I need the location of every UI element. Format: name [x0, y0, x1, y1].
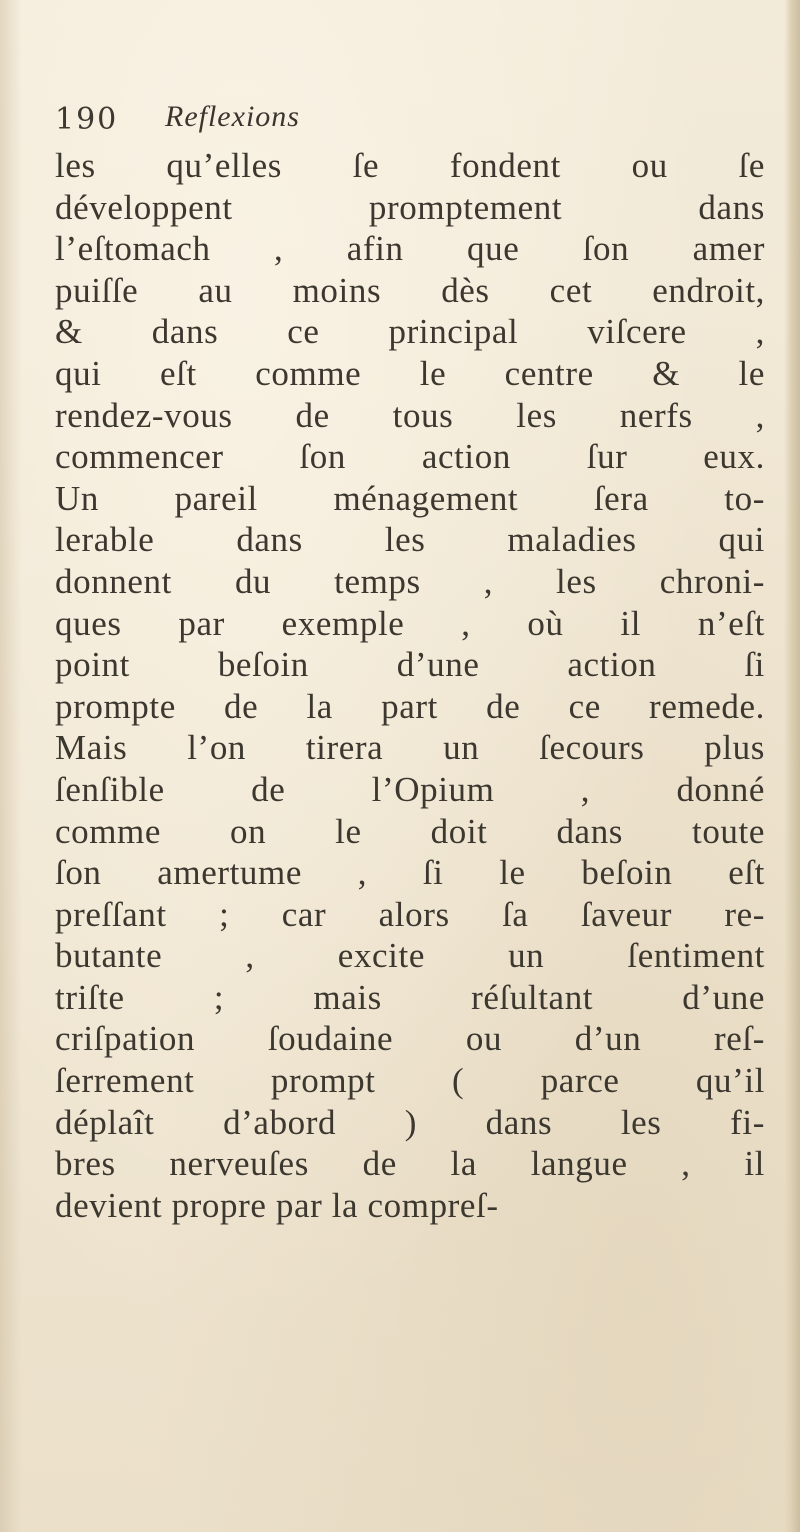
text-line: ſerrement prompt ( parce qu’il [55, 1061, 765, 1101]
text-line: bres nerveuſes de la langue , il [55, 1144, 765, 1184]
running-title: Reflexions [165, 100, 300, 133]
text-line: prompte de la part de ce remede. [55, 686, 765, 726]
text-line: rendez-vous de tous les nerfs , [55, 395, 765, 435]
text-line: l’eſtomach , afin que ſon amer [55, 229, 765, 269]
text-line: preſſant ; car alors ſa ſaveur re- [55, 894, 765, 934]
text-line: triſte ; mais réſultant d’une [55, 977, 765, 1017]
text-line: criſpation ſoudaine ou d’un reſ- [55, 1019, 765, 1059]
text-line: ques par exemple , où il n’eſt [55, 603, 765, 643]
text-line: Un pareil ménagement ſera to- [55, 478, 765, 518]
text-line: devient propre par la compreſ- [55, 1185, 499, 1225]
body-text [55, 145, 765, 1226]
text-line: & dans ce principal viſcere , [55, 312, 765, 352]
text-line: ſenſible de l’Opium , donné [55, 769, 765, 809]
text-line: ſon amertume , ſi le beſoin eſt [55, 853, 765, 893]
text-line: déplaît d’abord ) dans les fi- [55, 1102, 765, 1142]
page-number: 190 [55, 102, 119, 137]
text-line: qui eſt comme le centre & le [55, 353, 765, 393]
text-line: butante , excite un ſentiment [55, 936, 765, 976]
text-line: puiſſe au moins dès cet endroit, [55, 270, 765, 310]
text-line: développent promptement dans [55, 187, 765, 227]
text-line: lerable dans les maladies qui [55, 520, 765, 560]
text-line: donnent du temps , les chroni- [55, 561, 765, 601]
text-line: les qu’elles ſe fondent ou ſe [55, 146, 765, 185]
page-header [55, 100, 705, 140]
page-gutter-shadow [0, 0, 22, 1532]
text-line: point beſoin d’une action ſi [55, 645, 765, 685]
page-edge [784, 0, 800, 1532]
text-line: commencer ſon action ſur eux. [55, 437, 765, 477]
text-line: Mais l’on tirera un ſecours plus [55, 728, 765, 768]
text-line: comme on le doit dans toute [55, 811, 765, 851]
